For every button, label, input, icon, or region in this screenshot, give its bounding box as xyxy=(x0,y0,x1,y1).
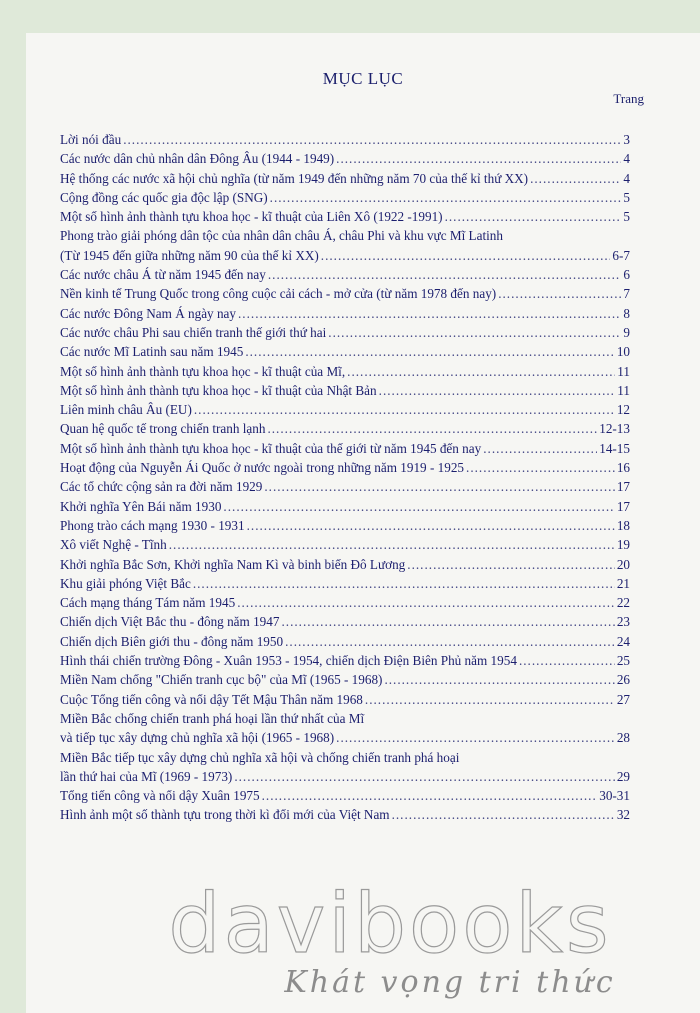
toc-entry[interactable] xyxy=(60,342,630,361)
toc-entry-title: Các nước châu Á từ năm 1945 đến nay xyxy=(60,267,266,283)
toc-page-number: 9 xyxy=(623,324,630,340)
dot-leader xyxy=(498,284,621,303)
dot-leader xyxy=(347,362,615,381)
dot-leader xyxy=(285,632,615,651)
dot-leader xyxy=(267,419,597,438)
toc-page-number: 11 xyxy=(617,363,630,379)
dot-leader xyxy=(336,728,615,747)
toc-entry-title: Cuộc Tổng tiến công và nổi dậy Tết Mậu Thân năm 1968 xyxy=(60,691,363,707)
toc-entry[interactable] xyxy=(60,612,630,631)
toc-page-number: 18 xyxy=(616,517,630,533)
dot-leader xyxy=(519,651,615,670)
dot-leader xyxy=(384,670,614,689)
dot-leader xyxy=(268,265,622,284)
document-page xyxy=(26,33,700,1013)
toc-page-number: 4 xyxy=(623,151,630,167)
toc-entry[interactable] xyxy=(60,304,630,323)
toc-page-number: 12-13 xyxy=(599,421,630,437)
toc-entry[interactable] xyxy=(60,188,630,207)
dot-leader xyxy=(247,516,615,535)
toc-entry-title: Một số hình ảnh thành tựu khoa học - kĩ thuật của Mĩ, xyxy=(60,363,346,379)
toc-entry-title: lần thứ hai của Mĩ (1969 - 1973) xyxy=(60,768,233,784)
dot-leader xyxy=(321,246,611,265)
toc-page-number: 26 xyxy=(616,672,630,688)
toc-page-number: 17 xyxy=(616,479,630,495)
toc-entry[interactable] xyxy=(60,497,630,516)
toc-entry-title: Quan hệ quốc tế trong chiến tranh lạnh xyxy=(60,421,266,437)
toc-page-number: 29 xyxy=(616,768,630,784)
toc-page-number: 25 xyxy=(616,653,630,669)
toc-page-number: 22 xyxy=(616,595,630,611)
toc-entry-title: Tổng tiến công và nổi dậy Xuân 1975 xyxy=(60,788,260,804)
toc-entry[interactable] xyxy=(60,670,630,689)
toc-entry[interactable] xyxy=(60,284,630,303)
dot-leader xyxy=(392,805,615,824)
toc-entry-title: và tiếp tục xây dựng chủ nghĩa xã hội (1965 - 1968) xyxy=(60,730,335,746)
toc-page-number: 23 xyxy=(616,614,630,630)
dot-leader xyxy=(281,612,614,631)
toc-entry-title: Miền Nam chống "Chiến tranh cục bộ" của Mĩ (1965 - 1968) xyxy=(60,672,383,688)
dot-leader xyxy=(245,342,614,361)
toc-entry[interactable] xyxy=(60,748,630,787)
dot-leader xyxy=(123,130,621,149)
dot-leader xyxy=(530,169,621,188)
toc-page-number: 20 xyxy=(616,556,630,572)
toc-entry[interactable] xyxy=(60,323,630,342)
toc-page-number: 27 xyxy=(616,691,630,707)
toc-entry-title: (Từ 1945 đến giữa những năm 90 của thế kỉ XX) xyxy=(60,247,319,263)
toc-entry[interactable] xyxy=(60,593,630,612)
watermark-slogan: Khát vọng tri thức xyxy=(284,965,616,1000)
dot-leader xyxy=(237,593,615,612)
toc-entry-title: Các nước châu Phi sau chiến tranh thế giới thứ hai xyxy=(60,324,327,340)
toc-entry-title: Cộng đồng các quốc gia độc lập (SNG) xyxy=(60,189,268,205)
toc-page-number: 32 xyxy=(616,807,630,823)
toc-entry-title-line: Phong trào giải phóng dân tộc của nhân dân châu Á, châu Phi và khu vực Mĩ Latinh xyxy=(60,228,503,244)
toc-page-number: 11 xyxy=(617,382,630,398)
dot-leader xyxy=(194,400,615,419)
toc-entry-title: Phong trào cách mạng 1930 - 1931 xyxy=(60,517,245,533)
toc-entry-title: Hình ảnh một số thành tựu trong thời kì đổi mới của Việt Nam xyxy=(60,807,390,823)
toc-entry-title: Các nước Đông Nam Á ngày nay xyxy=(60,305,236,321)
watermark-brand: davibooks xyxy=(168,877,612,972)
toc-entry-title: Khởi nghĩa Yên Bái năm 1930 xyxy=(60,498,222,514)
toc-entry[interactable] xyxy=(60,207,630,226)
toc-entry-title: Liên minh châu Âu (EU) xyxy=(60,402,192,418)
toc-page-number: 8 xyxy=(623,305,630,321)
dot-leader xyxy=(407,555,615,574)
toc-entry[interactable] xyxy=(60,651,630,670)
toc-entry-title-line: Miền Bắc chống chiến tranh phá hoại lần thứ nhất của Mĩ xyxy=(60,710,365,726)
page-column-header: Trang xyxy=(613,91,644,106)
toc-entry-title: Khởi nghĩa Bắc Sơn, Khởi nghĩa Nam Kì và binh biến Đô Lương xyxy=(60,556,406,572)
toc-entry[interactable] xyxy=(60,458,630,477)
toc-page-number: 19 xyxy=(616,537,630,553)
toc-entry-title: Một số hình ảnh thành tựu khoa học - kĩ thuật của Liên Xô (1922 -1991) xyxy=(60,209,443,225)
toc-entry[interactable] xyxy=(60,786,630,805)
toc-entry[interactable] xyxy=(60,226,630,265)
dot-leader xyxy=(262,786,598,805)
toc-entry-title: Các tổ chức cộng sản ra đời năm 1929 xyxy=(60,479,263,495)
toc-page-number: 30-31 xyxy=(599,788,630,804)
toc-entry-title: Xô viết Nghệ - Tĩnh xyxy=(60,537,167,553)
toc-page-number: 5 xyxy=(623,189,630,205)
toc-entry-title-line: Miền Bắc tiếp tục xây dựng chủ nghĩa xã hội và chống chiến tranh phá hoại xyxy=(60,749,460,765)
toc-entry-title: Khu giải phóng Việt Bắc xyxy=(60,575,191,591)
toc-entry[interactable] xyxy=(60,265,630,284)
table-of-contents xyxy=(60,130,630,825)
toc-page-number: 17 xyxy=(616,498,630,514)
dot-leader xyxy=(466,458,615,477)
toc-page-number: 28 xyxy=(616,730,630,746)
toc-entry-title: Một số hình ảnh thành tựu khoa học - kĩ thuật của Nhật Bản xyxy=(60,382,377,398)
toc-page-number: 24 xyxy=(616,633,630,649)
toc-entry[interactable] xyxy=(60,419,630,438)
toc-entry[interactable] xyxy=(60,362,630,381)
toc-entry[interactable] xyxy=(60,149,630,168)
page-title: MỤC LỤC xyxy=(322,69,404,88)
dot-leader xyxy=(193,574,615,593)
toc-entry-title: Một số hình ảnh thành tựu khoa học - kĩ thuật của thế giới từ năm 1945 đến nay xyxy=(60,440,482,456)
toc-page-number: 14-15 xyxy=(599,440,630,456)
dot-leader xyxy=(483,439,597,458)
toc-entry[interactable] xyxy=(60,439,630,458)
toc-entry[interactable] xyxy=(60,805,630,824)
toc-entry-title: Lời nói đầu xyxy=(60,132,122,147)
toc-page-number: 3 xyxy=(623,132,630,147)
toc-page-number: 10 xyxy=(616,344,630,360)
dot-leader xyxy=(328,323,621,342)
toc-entry[interactable] xyxy=(60,477,630,496)
toc-entry-title: Các nước dân chủ nhân dân Đông Âu (1944 - 1949) xyxy=(60,151,335,167)
toc-page-number: 21 xyxy=(616,575,630,591)
toc-page-number: 7 xyxy=(623,286,630,302)
dot-leader xyxy=(445,207,622,226)
dot-leader xyxy=(270,188,622,207)
toc-entry[interactable] xyxy=(60,130,630,149)
toc-entry[interactable] xyxy=(60,690,630,709)
dot-leader xyxy=(365,690,615,709)
toc-entry[interactable] xyxy=(60,169,630,188)
toc-page-number: 12 xyxy=(616,402,630,418)
toc-entry-title: Hoạt động của Nguyễn Ái Quốc ở nước ngoài trong những năm 1919 - 1925 xyxy=(60,460,465,476)
toc-entry[interactable] xyxy=(60,709,630,748)
toc-entry-title: Chiến dịch Biên giới thu - đông năm 1950 xyxy=(60,633,284,649)
toc-page-number: 16 xyxy=(616,460,630,476)
dot-leader xyxy=(379,381,616,400)
toc-entry[interactable] xyxy=(60,555,630,574)
toc-entry-title: Chiến dịch Việt Bắc thu - đông năm 1947 xyxy=(60,614,280,630)
toc-entry[interactable] xyxy=(60,632,630,651)
toc-entry[interactable] xyxy=(60,535,630,554)
toc-entry-title: Hình thái chiến trường Đông - Xuân 1953 - 1954, chiến dịch Điện Biên Phủ năm 1954 xyxy=(60,653,517,669)
toc-entry[interactable] xyxy=(60,400,630,419)
dot-leader xyxy=(238,304,621,323)
toc-entry[interactable] xyxy=(60,574,630,593)
toc-entry[interactable] xyxy=(60,516,630,535)
toc-entry[interactable] xyxy=(60,381,630,400)
toc-entry-title: Hệ thống các nước xã hội chủ nghĩa (từ năm 1949 đến những năm 70 của thế kỉ thứ XX) xyxy=(60,170,529,186)
dot-leader xyxy=(336,149,621,168)
toc-page-number: 5 xyxy=(623,209,630,225)
toc-page-number: 4 xyxy=(623,170,630,186)
toc-entry-title: Cách mạng tháng Tám năm 1945 xyxy=(60,595,236,611)
dot-leader xyxy=(169,535,615,554)
dot-leader xyxy=(223,497,614,516)
toc-entry-title: Các nước Mĩ Latinh sau năm 1945 xyxy=(60,344,244,360)
dot-leader xyxy=(234,767,614,786)
toc-page-number: 6 xyxy=(623,267,630,283)
dot-leader xyxy=(264,477,614,496)
toc-entry-title: Nền kinh tế Trung Quốc trong công cuộc cải cách - mở cửa (từ năm 1978 đến nay) xyxy=(60,286,497,302)
toc-page-number: 6-7 xyxy=(612,247,630,263)
